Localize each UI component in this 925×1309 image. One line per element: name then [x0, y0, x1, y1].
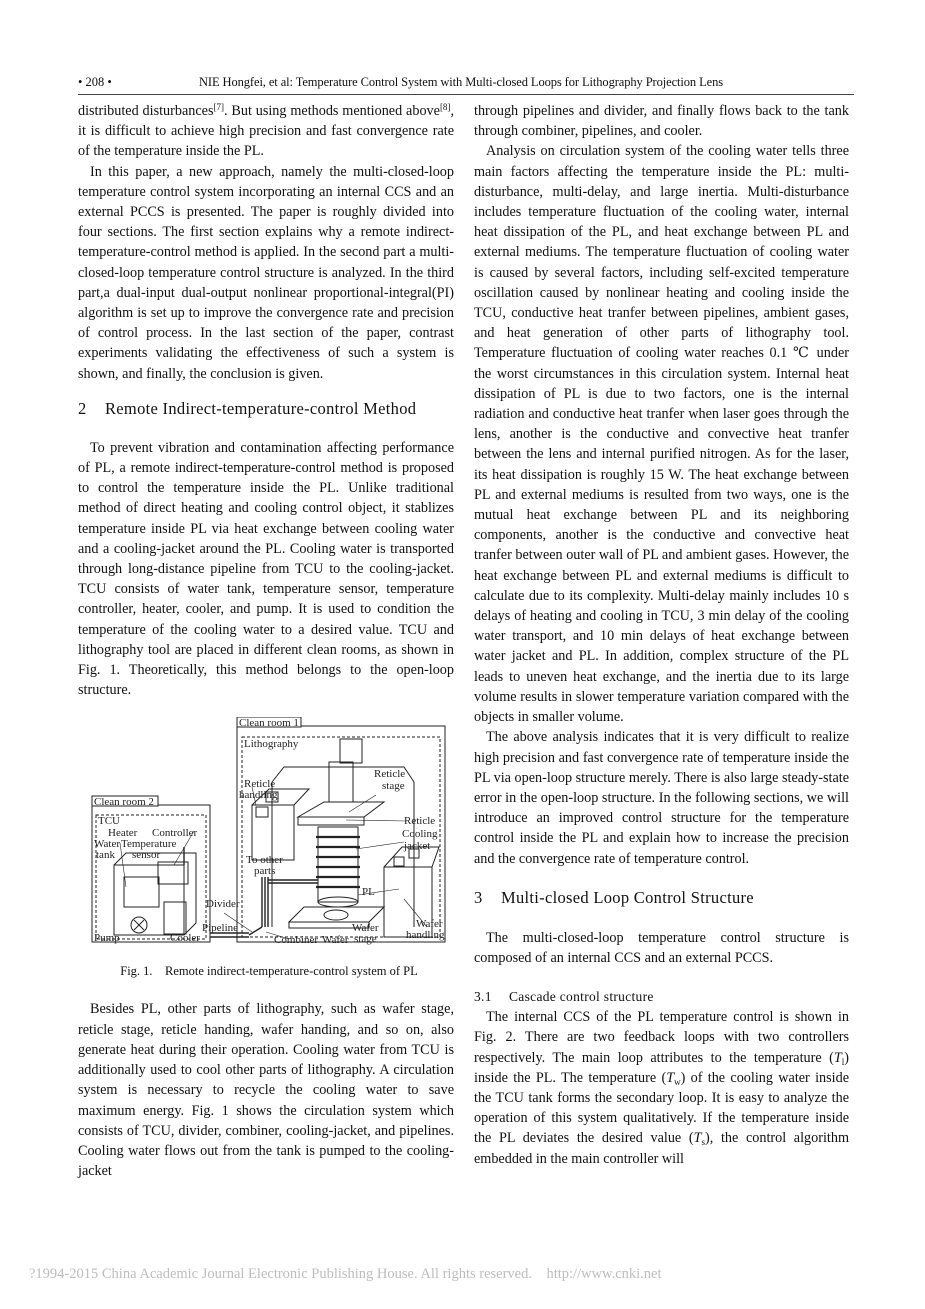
text-run: ), the control algorithm embedded in the main controller will [474, 1130, 849, 1167]
text-run: distributed disturbances [78, 103, 214, 119]
label-cooling-jacket: Cooling [402, 828, 438, 841]
text-run: , it is difficult to achieve high precision and fast convergence rate of the temperature inside the PL. [78, 103, 454, 160]
label-cooler: Cooler [170, 932, 200, 945]
label-pipeline: Pipeline [202, 922, 239, 935]
label-lithography: Lithography [244, 738, 299, 751]
citation-8[interactable]: [8] [439, 102, 451, 112]
text-run: The internal CCS of the PL temperature control is shown in Fig. 2. There are two feedback loops with two controllers respectively. The main loop attributes to the temperature ( [474, 1009, 849, 1066]
label-wafer-handling: Wafer [416, 918, 443, 931]
left-column [78, 101, 454, 1181]
header-rule [78, 94, 854, 95]
section-heading-3 [474, 888, 849, 908]
label-water-tank: Water [94, 838, 120, 851]
text-run: ) inside the PL. The temperature ( [474, 1049, 849, 1086]
label-clean-room-2: Clean room 2 [94, 796, 154, 809]
copyright-notice: ?1994-2015 China Academic Journal Electronic Publishing House. All rights reserved. [29, 1266, 532, 1282]
label-to-other-parts: parts [254, 865, 276, 878]
footer [29, 1266, 662, 1283]
paragraph [78, 101, 454, 162]
paragraph: To prevent vibration and contamination affecting performance of PL, a remote indirect-temperature-control method is proposed to control the temperature inside the PL. Unlike traditional method of direct heating and cooling control object, it stablizes temperature inside PL via heat exchange between cooling water and a cooling-jacket around the PL. Cooling water is transported through long-distance pipeline from TCU to the cooling-jacket. TCU consists of water tank, temperature sensor, temperature controller, heater, cooler, and pump. It is used to condition the temperature of the cooling water to a desired value. TCU and lithography tool are placed in different clean rooms, as shown in Fig. 1. Theoretically, this method belongs to the open-loop structure. [78, 439, 454, 699]
right-column [474, 101, 849, 1169]
label-wafer-handling: handling [406, 929, 445, 942]
paragraph [474, 1007, 849, 1169]
paragraph: In this paper, a new approach, namely the multi-closed-loop temperature control system incorporating an internal CCS and an external PCCS is presented. The paper is roughly divided into four sections. The first section explains why a remote indirect-temperature-control method is applied. In the second part a multi-closed-loop temperature control structure is analyzed. In the third part,a dual-input dual-output nonlinear proportional-integral(PI) algorithm is set up to improve the convergence rate and precision of control process. In the last section of the paper, contrast experiments validating the effectiveness of such a system is shown, and finally, the conclusion is given. [78, 163, 454, 382]
label-pl: PL [362, 886, 375, 899]
label-cooling-jacket: jacket [404, 840, 431, 853]
paragraph: Analysis on circulation system of the cooling water tells three main factors affecting the temperature inside the PL: multi-disturbance, multi-delay, and large inertia. Multi-disturbance includes temperature fluctuation of the cooling water, internal heat dissipation of the PL, and heat exchange between PL and external mediums. The temperature fluctuation of cooling water is caused by several factors, including self-excited temperature oscillation caused by nonlinear heating and cooling inside the TCU, conductive heat tranfer between pipelines, ambient gases, and heat generation of other parts of lithography tool. Temperature fluctuation of cooling water reaches 0.1 ℃ under the worst circumstances in this circulation system. Internal heat dissipation of PL is due to two factors, one is the internal radiation and conductive heat tranfer when laser goes through the lens, another is the conductive and convective heat tranfer between the lens and internal purified nitrogen. As for the laser, its heat dissipation is roughly 15 W. The heat exchange between PL and external mediums is resulted from two ways, one is the mutual heat exchange between PL and its neighboring components, another is the conductive and convective heat tranfer between outer wall of PL and ambient gases. However, the heat exchange between PL and external mediums is difficult to calculate due to its complexity. Multi-delay mainly includes 10 s delays of heating and cooling in TCU, 3 min delay of the cooling water transport, and 10 min delays of heat exchange between water jacket and PL. In addition, complex structure of the PL leads to uneven heat exchange, and the inertia due to its large volume results in slower temperature variation compared with the objects in smaller volume. [474, 143, 849, 726]
paragraph: through pipelines and divider, and finally flows back to the tank through combiner, pipelines, and cooler. [474, 103, 849, 140]
label-divider: Divider [206, 898, 240, 911]
variable-t: T [833, 1049, 842, 1066]
text-run: ) of the cooling water inside the TCU tank forms the secondary loop. It is easy to analyze the operation of this system qualitatively. If the temperature inside the PL deviates the desired value ( [474, 1069, 849, 1147]
page-number: • 208 • [78, 75, 112, 89]
label-reticle-stage: Reticle [374, 768, 406, 781]
label-reticle: Reticle [404, 815, 436, 828]
running-title: NIE Hongfei, et al: Temperature Control System with Multi-closed Loops for Lithography Projection Lens [199, 75, 724, 89]
figure-1 [84, 717, 454, 977]
label-reticle-handling: handling [239, 789, 278, 802]
section-title: Multi-closed Loop Control Structure [501, 887, 754, 907]
figure-caption: Fig. 1. Remote indirect-temperature-control system of PL [120, 964, 418, 979]
paragraph: The multi-closed-loop temperature control structure is composed of an internal CCS and an external PCCS. [474, 929, 849, 966]
label-wafer-stage: stage [354, 933, 377, 946]
variable-t: T [693, 1130, 702, 1147]
variable-t: T [666, 1069, 675, 1086]
label-heater: Heater [108, 827, 138, 840]
section-heading-2 [78, 399, 454, 419]
subsection-title: Cascade control structure [509, 989, 654, 1005]
footer-url[interactable]: http://www.cnki.net [546, 1266, 662, 1282]
label-wafer: Wafer [322, 934, 349, 947]
paragraph: Besides PL, other parts of lithography, such as wafer stage, reticle stage, reticle handing, wafer handing, and so on, also generate heat during their operation. Cooling water from TCU is additionally used to cool other parts of lithography. A circulation system is necessary to recycle the cooling water to save maximum energy. Fig. 1 shows the circulation system which consists of TCU, divider, combiner, cooling-jacket, and pipelines. Cooling water flows out from the tank is pumped to the cooling-jacket [78, 1001, 454, 1180]
label-combiner: Combiner [274, 934, 318, 947]
label-reticle-handling: Reticle [244, 778, 276, 791]
section-number: 2 [78, 398, 87, 418]
label-pump: Pump [94, 932, 120, 945]
label-reticle-stage: stage [382, 780, 405, 793]
subscript: w [674, 1076, 681, 1087]
paragraph: The above analysis indicates that it is very difficult to realize high precision and fast convergence rate of temperature inside the PL via open-loop structure merely. There is also large steady-state error in the open-loop structure. In the following sections, we will introduce an improved control structure for the temperature control inside the PL and explain how to increase the precision and the convergence rate of temperature control. [474, 729, 849, 867]
subsection-number: 3.1 [474, 989, 492, 1005]
label-controller: Controller [152, 827, 198, 840]
subscript: l [841, 1056, 845, 1067]
section-number: 3 [474, 887, 483, 907]
label-tcu: TCU [98, 815, 120, 828]
running-header [78, 73, 854, 91]
subscript: s [701, 1137, 706, 1148]
system-diagram [84, 717, 454, 977]
label-clean-room-1: Clean room 1 [239, 717, 299, 730]
subsection-heading-3-1 [474, 987, 849, 1007]
label-to-other-parts: To other [246, 854, 283, 867]
label-water-tank: tank [96, 849, 115, 862]
label-temperature-sensor: sensor [132, 849, 161, 862]
label-temperature-sensor: Temperature [121, 838, 177, 851]
section-title: Remote Indirect-temperature-control Method [105, 398, 417, 418]
label-wafer-stage: Wafer [352, 922, 379, 935]
text-run: . But using methods mentioned above [223, 103, 440, 119]
citation-7[interactable]: [7] [213, 102, 224, 112]
